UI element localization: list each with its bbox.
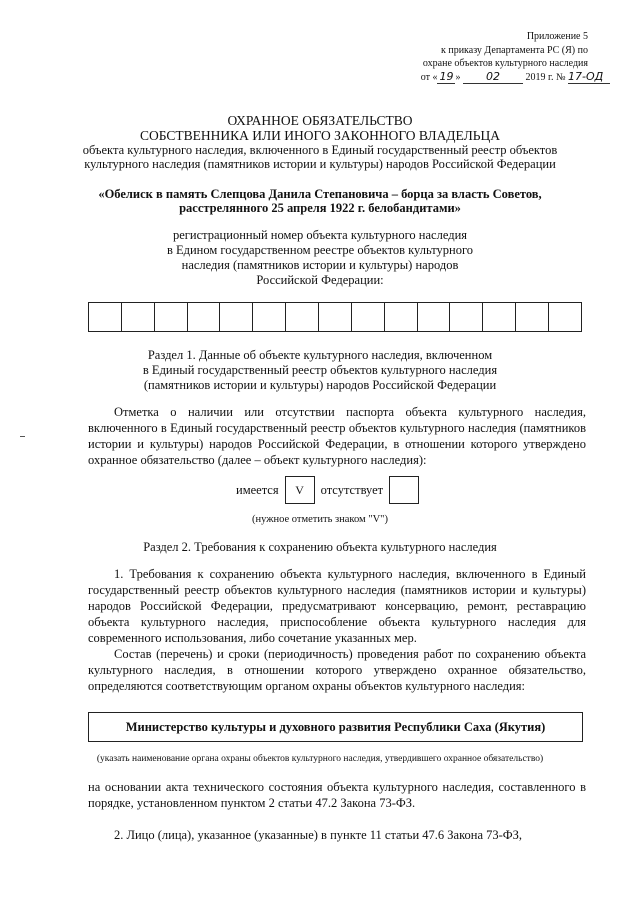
section1-title-line-2: в Единый государственный реестр объектов культурного наследия [142, 363, 498, 377]
passport-has-checkbox[interactable]: V [285, 476, 315, 504]
passport-absent-label: отсутствует [320, 482, 384, 497]
reg-number-grid [88, 302, 582, 332]
section1-title-line-3: (памятников истории и культуры) народов Российской Федерации [143, 378, 497, 392]
reg-number-cell[interactable] [89, 303, 122, 331]
passport-note: (нужное отметить знаком "V") [252, 514, 388, 525]
appendix-line-1: Приложение 5 [526, 31, 588, 42]
reg-number-line-2: в Едином государственном реестре объектов культурного [166, 243, 474, 257]
reg-number-cell[interactable] [286, 303, 319, 331]
reg-number-cell[interactable] [253, 303, 286, 331]
basis-paragraph: на основании акта технического состояния объекта культурного наследия, составленного в порядке, установленном пунктом 2 статьи 47.2 Закона 73-ФЗ. [88, 780, 586, 810]
reg-number-line-1: регистрационный номер объекта культурного наследия [172, 228, 468, 242]
reg-number-cell[interactable] [450, 303, 483, 331]
reg-number-cell[interactable] [188, 303, 221, 331]
reg-number-cell[interactable] [483, 303, 516, 331]
appendix-number: 17-ОД [568, 70, 610, 84]
reg-number-cell[interactable] [319, 303, 352, 331]
item2-paragraph: 2. Лицо (лица), указанное (указанные) в пункте 11 статьи 47.6 Закона 73-ФЗ, [114, 828, 523, 842]
passport-options [236, 476, 419, 504]
requirements-paragraph-1: 1. Требования к сохранению объекта культурного наследия, включенного в Единый государственный реестр объектов культурного наследия (памятников истории и культуры) народов Российской Федерации, предусматривают консервацию, ремонт, реставрацию объекта культурного наследия, приспособление объекта культурного наследия для современного использования, либо сочетание указанных мер. [88, 567, 586, 645]
reg-number-cell[interactable] [418, 303, 451, 331]
appendix-month: 02 [463, 70, 523, 84]
reg-number-cell[interactable] [220, 303, 253, 331]
appendix-line-2: к приказу Департамента РС (Я) по [440, 45, 588, 56]
appendix-day: 19 [439, 70, 454, 83]
object-name-line-1: «Обелиск в память Слепцова Данила Степановича – борца за власть Советов, [98, 187, 542, 201]
reg-number-cell[interactable] [155, 303, 188, 331]
object-name-line-2: расстрелянного 25 апреля 1922 г. белобандитами» [179, 201, 461, 215]
doc-title-line-4: культурного наследия (памятников истории и культуры) народов Российской Федерации [84, 157, 556, 171]
doc-title-line-1: ОХРАННОЕ ОБЯЗАТЕЛЬСТВО [227, 113, 413, 128]
authority-name-box: Министерство культуры и духовного развития Республики Саха (Якутия) [88, 712, 583, 742]
reg-number-cell[interactable] [352, 303, 385, 331]
requirements-paragraph-2: Состав (перечень) и сроки (периодичность) проведения работ по сохранению объекта культурного наследия, в отношении которого утверждено охранное обязательство, определяются соответствующим органом охраны объектов культурного наследия: [88, 647, 586, 693]
doc-title-line-3: объекта культурного наследия, включенного в Единый государственный реестр объектов [82, 143, 558, 157]
reg-number-cell[interactable] [385, 303, 418, 331]
section1-title-line-1: Раздел 1. Данные об объекте культурного наследия, включенном [147, 348, 493, 362]
section2-title: Раздел 2. Требования к сохранению объекта культурного наследия [143, 540, 497, 554]
reg-number-line-4: Российской Федерации: [256, 273, 384, 287]
passport-paragraph: Отметка о наличии или отсутствии паспорта объекта культурного наследия, включенного в Единый государственный реестр объектов культурного наследия (памятников истории и культуры) народов Российской Федерации, в отношении которого утверждено охранное обязательство (далее – объект культурного наследия): [88, 405, 586, 467]
appendix-date-line: от « 19 » 02 2019 г. № 17-ОД [421, 70, 610, 84]
passport-absent-checkbox[interactable] [389, 476, 419, 504]
margin-mark [20, 436, 25, 437]
reg-number-cell[interactable] [122, 303, 155, 331]
reg-number-cell[interactable] [549, 303, 581, 331]
doc-title-line-2: СОБСТВЕННИКА ИЛИ ИНОГО ЗАКОННОГО ВЛАДЕЛЬЦА [139, 128, 500, 143]
authority-note: (указать наименование органа охраны объектов культурного наследия, утвердившего охранное обязательство) [96, 754, 544, 764]
passport-has-label: имеется [236, 482, 279, 497]
reg-number-cell[interactable] [516, 303, 549, 331]
reg-number-line-3: наследия (памятников истории и культуры) народов [181, 258, 459, 272]
appendix-line-3: охране объектов культурного наследия [422, 58, 588, 69]
